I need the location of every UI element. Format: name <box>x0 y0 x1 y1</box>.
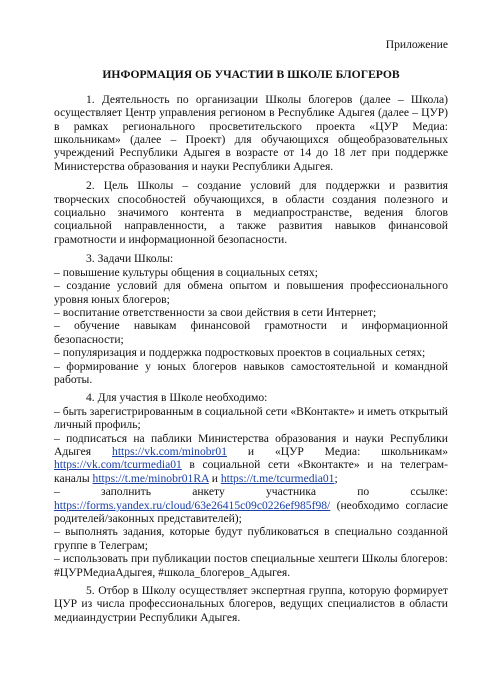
link-telegram-tcurmedia[interactable]: https://t.me/tcurmedia01 <box>220 471 335 485</box>
document-title: ИНФОРМАЦИЯ ОБ УЧАСТИИ В ШКОЛЕ БЛОГЕРОВ <box>102 68 400 82</box>
requirement-text: – заполнить анкету участника по ссылке: <box>54 485 448 499</box>
paragraph-4-heading: 4. Для участия в Школе необходимо: <box>86 391 268 405</box>
requirement-item-form <box>54 485 448 525</box>
task-item: – формирование у юных блогеров навыков самостоятельной и командной работы. <box>54 359 448 386</box>
task-item: – обучение навыкам финансовой грамотности и информационной безопасности; <box>54 319 448 346</box>
requirement-text: ; <box>334 471 338 485</box>
requirement-item: – использовать при публикации постов специальные хештеги Школы блогеров: #ЦУРМедиаАдыгея, #школа_блогеров_Адыгея. <box>54 552 448 579</box>
link-telegram-minobr[interactable]: https://t.me/minobr01RA <box>92 471 209 485</box>
paragraph-4 <box>54 391 448 579</box>
link-vk-tcurmedia[interactable]: https://vk.com/tcurmedia01 <box>54 458 182 472</box>
link-yandex-form[interactable]: https://forms.yandex.ru/cloud/63e26415c09c0226ef985f98/ <box>54 498 331 512</box>
requirement-text: (необходимо согласие родителей/законных представителей); <box>54 498 448 525</box>
paragraph-3 <box>54 252 448 386</box>
task-item: – повышение культуры общения в социальных сетях; <box>54 265 318 279</box>
requirement-text: – подписаться на паблики Министерства образования и науки Республики Адыгея <box>54 431 448 458</box>
requirement-item: – быть зарегистрированным в социальной сети «ВКонтакте» и иметь открытый личный профиль; <box>54 404 448 432</box>
requirement-item: – выполнять задания, которые будут публиковаться в специально созданной группе в Телеграм; <box>54 525 448 552</box>
paragraph-1: 1. Деятельность по организации Школы блогеров (далее – Школа) осуществляет Центр управления регионом в Республике Адыгея (далее – ЦУР) в рамках регионального просветительского проекта «ЦУР Медиа: школьникам» (далее – Проект) для обучающихся общеобразовательных учреждений Республики Адыгея в возрасте от 14 до 18 лет при поддержке Министерства образования и науки Республики Адыгея. <box>54 92 448 173</box>
link-vk-minobr[interactable]: https://vk.com/minobr01 <box>112 444 228 458</box>
task-item: – воспитание ответственности за свои действия в сети Интернет; <box>54 305 377 319</box>
requirement-text: и <box>208 471 221 485</box>
requirement-item-subscribe <box>54 432 448 486</box>
paragraph-2: 2. Цель Школы – создание условий для поддержки и развития творческих способностей обучающихся, в области создания полезного и социально значимого контента в медиапространстве, ведения блогов социальной направленности, а также развития навыков финансовой грамотности и информационной безопасности. <box>54 179 448 246</box>
paragraph-5: 5. Отбор в Школу осуществляет экспертная группа, которую формирует ЦУР из числа профессиональных блогеров, ведущих специалистов в области медиаиндустрии Республики Адыгея. <box>54 584 448 624</box>
task-item: – создание условий для обмена опытом и повышения профессионального уровня юных блогеров; <box>54 279 448 306</box>
appendix-label: Приложение <box>385 38 448 51</box>
task-item: – популяризация и поддержка подростковых проектов в социальных сетях; <box>54 346 426 360</box>
requirement-text: и «ЦУР Медиа: школьникам» <box>227 444 449 458</box>
paragraph-3-heading: 3. Задачи Школы: <box>86 252 174 266</box>
document-page <box>54 38 448 630</box>
requirement-text: в социальной сети «Вконтакте» и на телеграм-каналы <box>54 458 448 485</box>
